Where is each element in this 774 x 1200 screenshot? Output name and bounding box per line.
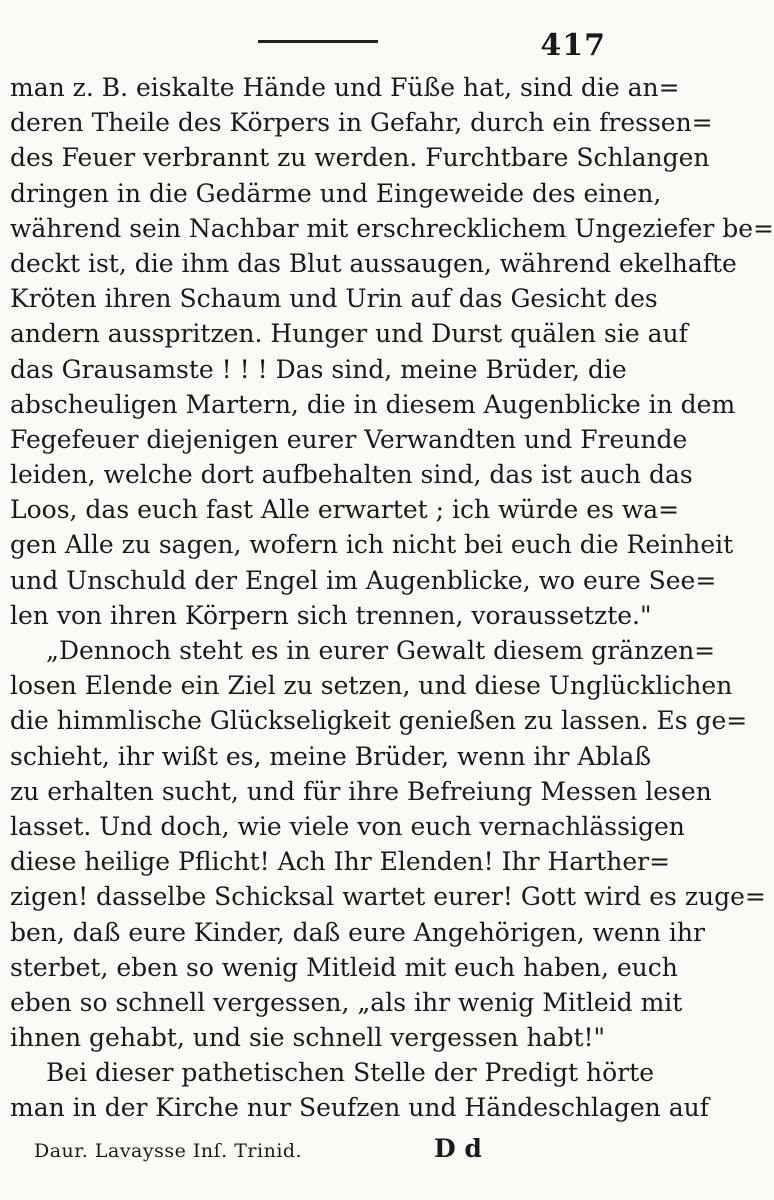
- text-line: ben, daß eure Kinder, daß eure Angehörigen, wenn ihr: [10, 917, 705, 947]
- page-footer: [34, 1134, 594, 1170]
- text-line: gen Alle zu sagen, wofern ich nicht bei euch die Reinheit: [10, 530, 734, 560]
- text-line: Bei dieser pathetischen Stelle der Predigt hörte: [46, 1058, 654, 1088]
- text-line: die himmlische Glückseligkeit genießen zu lassen. Es ge=: [10, 706, 748, 736]
- text-line: und Unschuld der Engel im Augenblicke, wo eure See=: [10, 565, 717, 595]
- text-line: lasset. Und doch, wie viele von euch vernachlässigen: [10, 811, 685, 841]
- footer-note: Daur. Lavaysse Inſ. Trinid.: [34, 1140, 303, 1162]
- text-line: leiden, welche dort aufbehalten sind, das ist auch das: [10, 460, 693, 490]
- text-line: abscheuligen Martern, die in diesem Augenblicke in dem: [10, 389, 736, 419]
- text-line: deckt ist, die ihm das Blut aussaugen, während ekelhafte: [10, 248, 737, 278]
- page-number: 417: [540, 28, 606, 63]
- text-line: dringen in die Gedärme und Eingeweide des einen,: [10, 178, 662, 208]
- text-line: man z. B. eiskalte Hände und Füße hat, sind die an=: [10, 73, 680, 102]
- text-line: eben so schnell vergessen, „als ihr wenig Mitleid mit: [10, 987, 683, 1017]
- body-text: [10, 70, 774, 1126]
- text-line: deren Theile des Körpers in Gefahr, durch ein fressen=: [10, 108, 713, 138]
- text-line: zu erhalten sucht, und für ihre Befreiung Messen lesen: [10, 776, 712, 806]
- signature-mark: D d: [434, 1134, 482, 1163]
- header-rule: [258, 40, 378, 43]
- text-line: len von ihren Körpern sich trennen, voraussetzte.": [10, 600, 652, 630]
- text-line: diese heilige Pflicht! Ach Ihr Elenden! Ihr Harther=: [10, 847, 671, 877]
- text-line: Loos, das euch fast Alle erwartet ; ich würde es wa=: [10, 495, 680, 525]
- text-line: losen Elende ein Ziel zu setzen, und diese Unglücklichen: [10, 671, 733, 701]
- text-line: Fegefeuer diejenigen eurer Verwandten und Freunde: [10, 424, 688, 454]
- text-line: während sein Nachbar mit erschrecklichem Ungeziefer be=: [10, 213, 774, 243]
- text-line: des Feuer verbrannt zu werden. Furchtbare Schlangen: [10, 143, 710, 173]
- text-line: andern ausspritzen. Hunger und Durst quälen sie auf: [10, 319, 688, 349]
- text-line: man in der Kirche nur Seufzen und Händeschlagen auf: [10, 1093, 709, 1123]
- text-line: zigen! dasselbe Schicksal wartet eurer! Gott wird es zuge=: [10, 882, 766, 912]
- text-line: Kröten ihren Schaum und Urin auf das Gesicht des: [10, 284, 658, 314]
- text-line: sterbet, eben so wenig Mitleid mit euch haben, euch: [10, 952, 678, 982]
- text-line: schieht, ihr wißt es, meine Brüder, wenn ihr Ablaß: [10, 741, 652, 771]
- text-line: ihnen gehabt, und sie schnell vergessen habt!": [10, 1023, 606, 1053]
- text-line: das Grausamste ! ! ! Das sind, meine Brüder, die: [10, 354, 627, 384]
- text-line: „Dennoch steht es in eurer Gewalt diesem gränzen=: [46, 636, 716, 665]
